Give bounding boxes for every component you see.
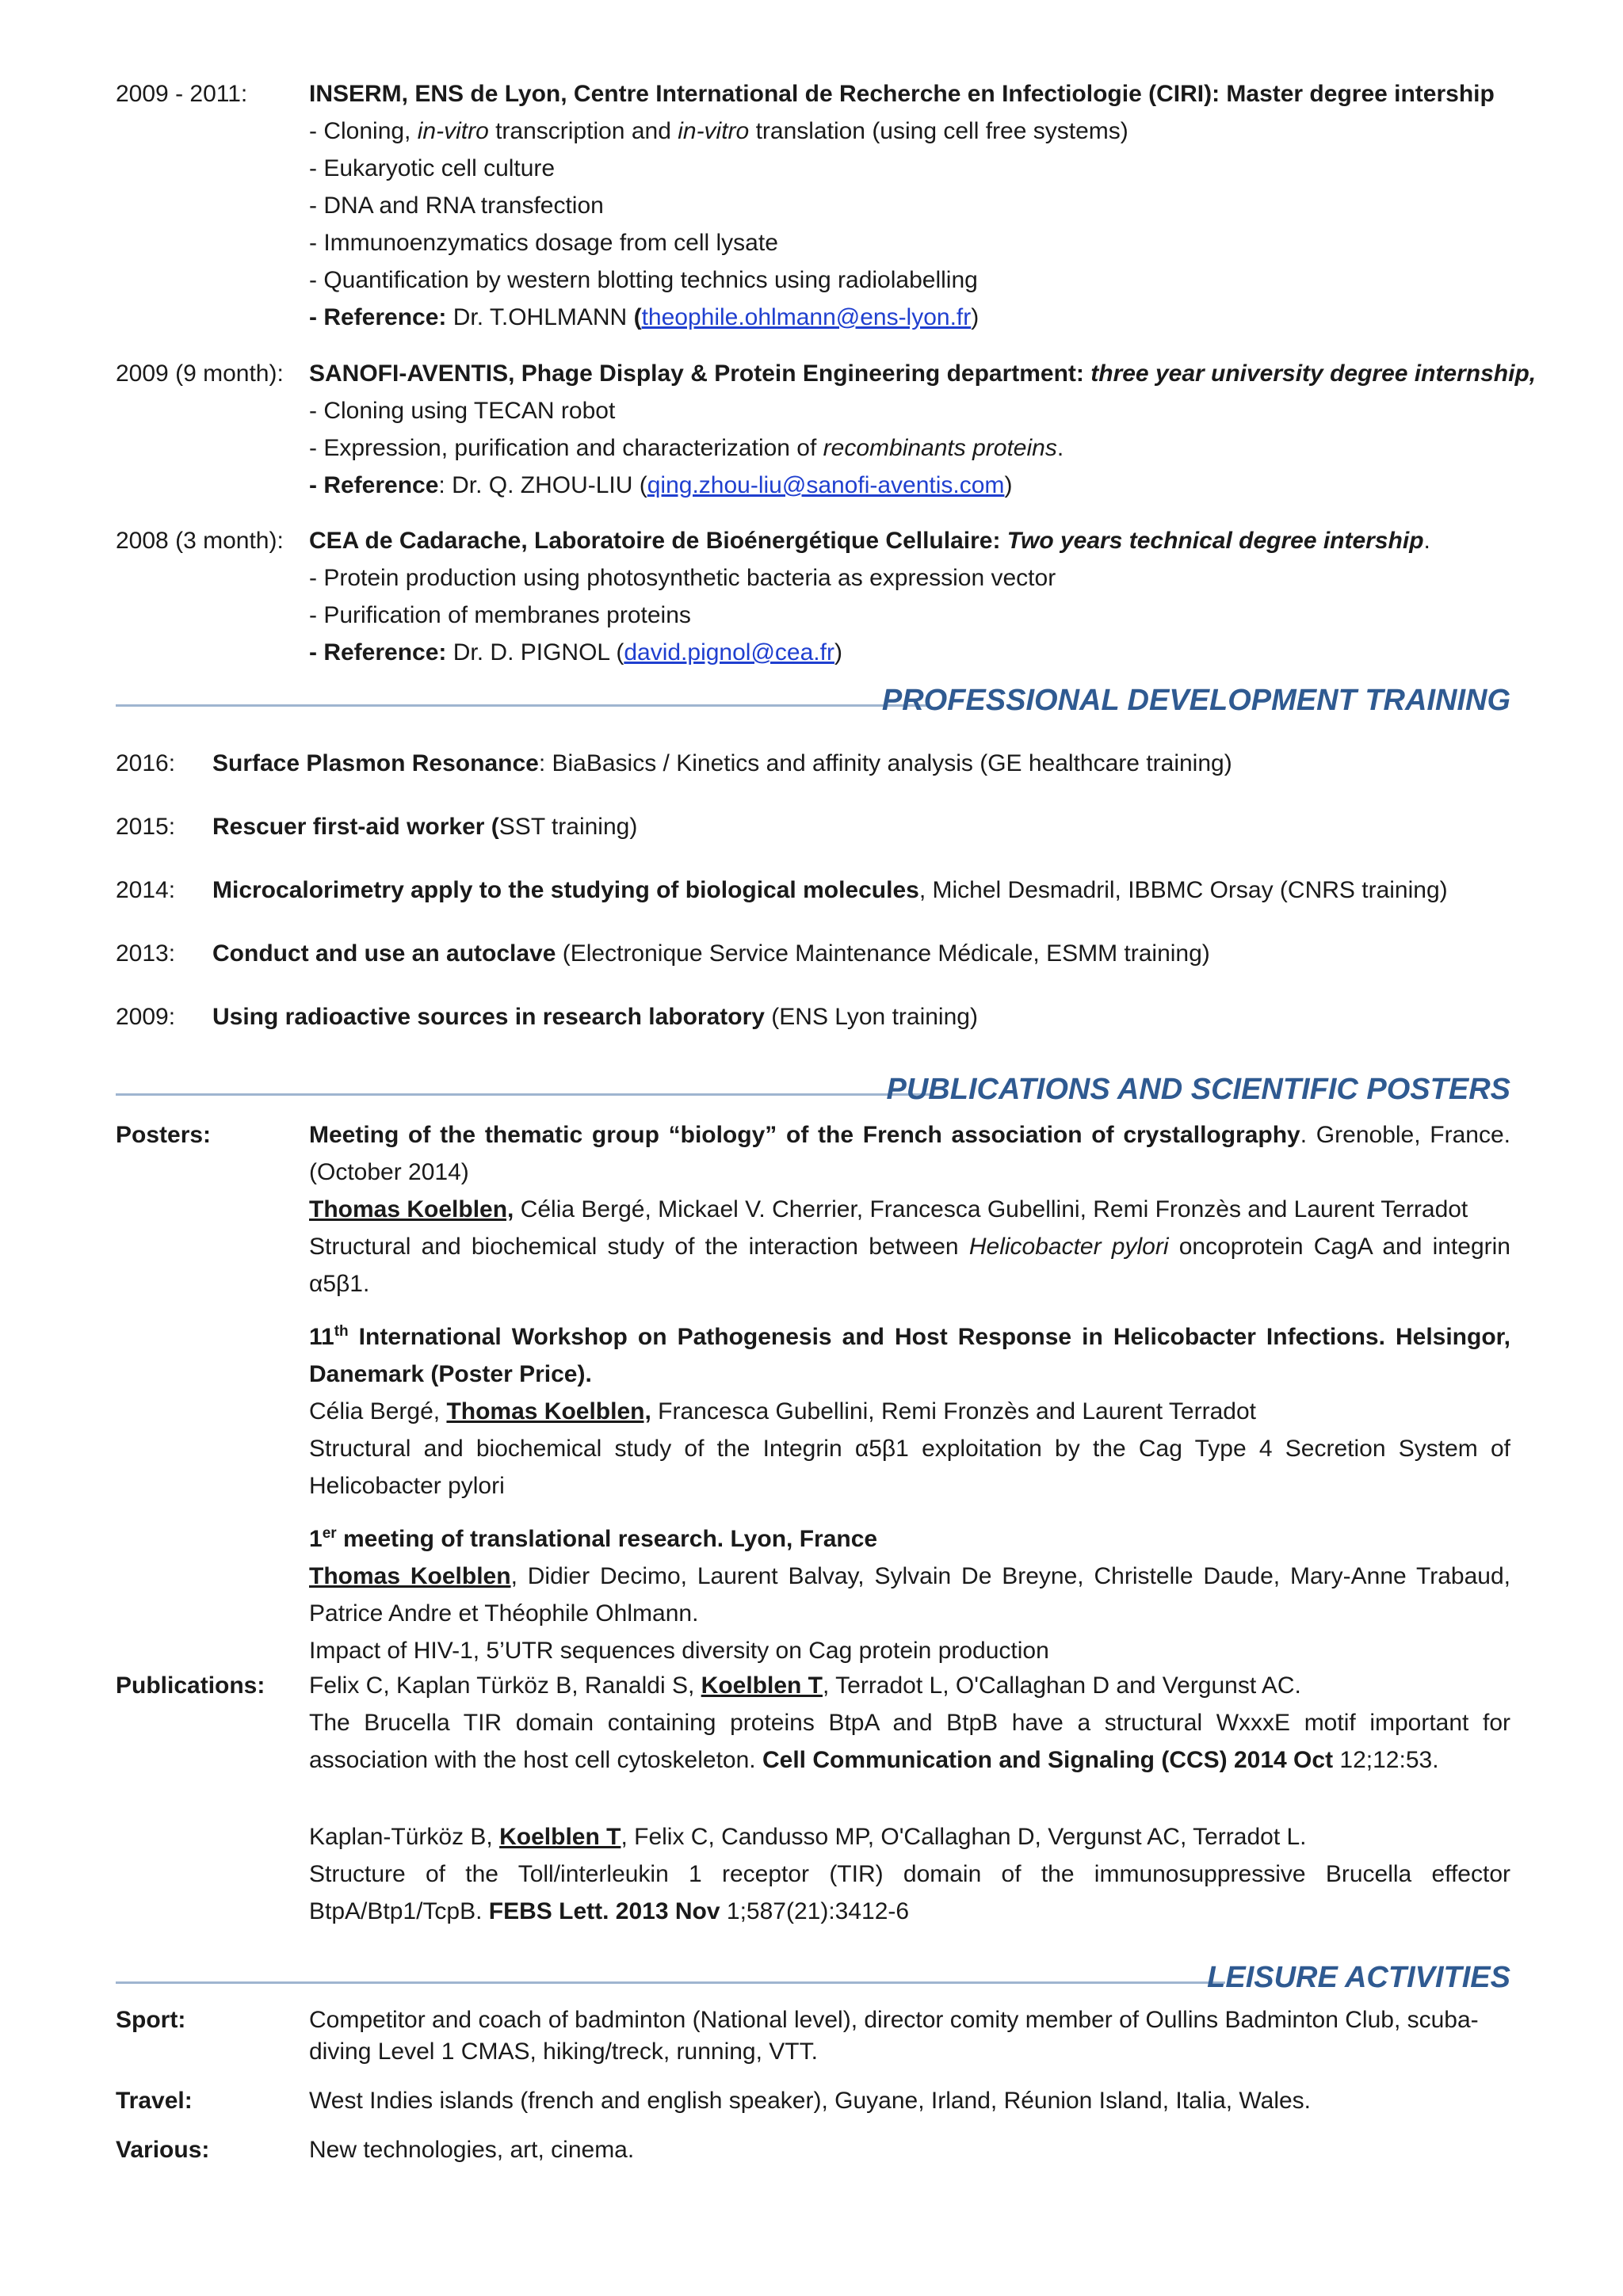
- posters-block: [116, 1116, 1510, 1669]
- experience-date: 2009 - 2011:: [116, 81, 248, 107]
- poster-title: 1er meeting of translational research. Lyon, France: [309, 1525, 878, 1552]
- experience-reference: - Reference: Dr. Q. ZHOU-LIU (qing.zhou-liu@sanofi-aventis.com): [309, 472, 1013, 498]
- experience-bullet: - Eukaryotic cell culture: [309, 155, 556, 181]
- training-detail: (Electronique Service Maintenance Médicale, ESMM training): [556, 940, 1210, 967]
- leisure-label: Travel:: [116, 2088, 193, 2114]
- training-item: [116, 875, 1510, 906]
- training-year: 2009:: [116, 1004, 176, 1030]
- experience-bullet: - Cloning, in-vitro transcription and in-vitro translation (using cell free systems): [309, 118, 1128, 144]
- training-item: [116, 811, 1510, 843]
- experience-title: CEA de Cadarache, Laboratoire de Bioénergétique Cellulaire: Two years technical degree intership.: [309, 528, 1430, 554]
- experience-entry: [116, 355, 1537, 504]
- training-title: Microcalorimetry apply to the studying of biological molecules: [212, 877, 919, 903]
- training-year: 2014:: [116, 877, 176, 903]
- section-title: PROFESSIONAL DEVELOPMENT TRAINING: [881, 684, 1510, 717]
- training-year: 2013:: [116, 940, 176, 967]
- training-detail: : BiaBasics / Kinetics and affinity analysis (GE healthcare training): [538, 750, 1232, 776]
- training-title: Rescuer first-aid worker (: [212, 814, 499, 840]
- experience-title: SANOFI-AVENTIS, Phage Display & Protein Engineering department: three year university degree internship,: [309, 360, 1537, 387]
- leisure-item: [116, 2004, 1510, 2068]
- training-item: [116, 938, 1510, 970]
- posters-label: Posters:: [116, 1122, 212, 1148]
- section-header-publications: [116, 1062, 1510, 1107]
- leisure-text: New technologies, art, cinema.: [309, 2137, 635, 2163]
- experience-bullet: - Protein production using photosynthetic bacteria as expression vector: [309, 565, 1056, 591]
- experience-date: 2008 (3 month):: [116, 528, 284, 554]
- section-rule: [116, 1093, 932, 1096]
- publication-authors: Felix C, Kaplan Türköz B, Ranaldi S, Koelblen T, Terradot L, O'Callaghan D and Vergunst AC.: [309, 1672, 1301, 1699]
- poster-authors: Thomas Koelblen, Didier Decimo, Laurent Balvay, Sylvain De Breyne, Christelle Daude, Mary-Anne Trabaud, Patrice Andre et Théophile Ohlmann.: [309, 1563, 1510, 1627]
- experience-date: 2009 (9 month):: [116, 360, 284, 387]
- reference-email-link[interactable]: theophile.ohlmann@ens-lyon.fr: [641, 304, 972, 330]
- experience-title: INSERM, ENS de Lyon, Centre International de Recherche en Infectiologie (CIRI): Master degree intership: [309, 81, 1495, 107]
- leisure-item: [116, 2134, 1510, 2166]
- experience-bullet: - Immunoenzymatics dosage from cell lysate: [309, 230, 778, 256]
- leisure-item: [116, 2085, 1510, 2117]
- poster-description: Impact of HIV-1, 5’UTR sequences diversity on Cag protein production: [309, 1638, 1049, 1664]
- poster-entry: [309, 1318, 1510, 1505]
- training-title: Using radioactive sources in research laboratory: [212, 1004, 765, 1030]
- publication-entry: [309, 1667, 1510, 1779]
- poster-authors: Thomas Koelblen, Célia Bergé, Mickael V. Cherrier, Francesca Gubellini, Remi Fronzès and Laurent Terradot: [309, 1196, 1468, 1222]
- reference-email-link[interactable]: qing.zhou-liu@sanofi-aventis.com: [647, 472, 1005, 498]
- experience-entry: [116, 522, 1510, 671]
- publication-entry: [309, 1818, 1510, 1930]
- poster-title: 11th International Workshop on Pathogenesis and Host Response in Helicobacter Infections. Helsingor, Danemark (Poster Price).: [309, 1323, 1510, 1387]
- poster-entry: [309, 1116, 1510, 1302]
- poster-title: Meeting of the thematic group “biology” of the French association of crystallography. Grenoble, France. (October 2014): [309, 1122, 1510, 1185]
- training-title: Surface Plasmon Resonance: [212, 750, 539, 776]
- experience-bullet: - Quantification by western blotting technics using radiolabelling: [309, 267, 978, 293]
- poster-authors: Célia Bergé, Thomas Koelblen, Francesca Gubellini, Remi Fronzès and Laurent Terradot: [309, 1398, 1256, 1425]
- experience-bullet: - DNA and RNA transfection: [309, 193, 604, 219]
- experience-reference: - Reference: Dr. T.OHLMANN (theophile.ohlmann@ens-lyon.fr): [309, 304, 980, 330]
- section-rule: [116, 1981, 1225, 1984]
- leisure-text: West Indies islands (french and english speaker), Guyane, Irland, Réunion Island, Italia, Wales.: [309, 2088, 1311, 2114]
- publication-title: The Brucella TIR domain containing proteins BtpA and BtpB have a structural WxxxE motif important for association with the host cell cytoskeleton. Cell Communication and Signaling (CCS) 2014 Oct 12;12:53.: [309, 1710, 1510, 1773]
- leisure-text: Competitor and coach of badminton (National level), director comity member of Oullins Badminton Club, scuba-diving Level 1 CMAS, hiking/treck, running, VTT.: [309, 2007, 1479, 2065]
- section-header-leisure: [116, 1951, 1510, 1995]
- poster-entry: [309, 1520, 1510, 1669]
- training-item: [116, 748, 1510, 780]
- experience-bullet: - Purification of membranes proteins: [309, 602, 691, 628]
- section-title: LEISURE ACTIVITIES: [1207, 1961, 1510, 1994]
- training-title: Conduct and use an autoclave: [212, 940, 556, 967]
- experience-entry: [116, 75, 1510, 336]
- training-detail: (ENS Lyon training): [764, 1004, 978, 1030]
- publication-authors: Kaplan-Türköz B, Koelblen T, Felix C, Candusso MP, O'Callaghan D, Vergunst AC, Terradot L.: [309, 1824, 1307, 1850]
- publication-title: Structure of the Toll/interleukin 1 receptor (TIR) domain of the immunosuppressive Brucella effector BtpA/Btp1/TcpB. FEBS Lett. 2013 Nov 1;587(21):3412-6: [309, 1861, 1510, 1924]
- reference-email-link[interactable]: david.pignol@cea.fr: [624, 639, 834, 666]
- poster-description: Structural and biochemical study of the Integrin α5β1 exploitation by the Cag Type 4 Secretion System of Helicobacter pylori: [309, 1436, 1510, 1499]
- experience-bullet: - Expression, purification and characterization of recombinants proteins.: [309, 435, 1064, 461]
- section-rule: [116, 704, 930, 707]
- publications-label: Publications:: [116, 1672, 265, 1699]
- training-year: 2015:: [116, 814, 176, 840]
- poster-description: Structural and biochemical study of the interaction between Helicobacter pylori oncoprotein CagA and integrin α5β1.: [309, 1234, 1510, 1297]
- leisure-label: Sport:: [116, 2007, 186, 2033]
- training-detail: SST training): [498, 814, 638, 840]
- publications-block: [116, 1667, 1510, 1930]
- experience-reference: - Reference: Dr. D. PIGNOL (david.pignol@cea.fr): [309, 639, 842, 666]
- section-header-training: [116, 673, 1510, 718]
- training-item: [116, 1001, 1510, 1033]
- leisure-label: Various:: [116, 2137, 210, 2163]
- training-detail: , Michel Desmadril, IBBMC Orsay (CNRS training): [918, 877, 1448, 903]
- section-title: PUBLICATIONS AND SCIENTIFIC POSTERS: [886, 1073, 1510, 1106]
- training-year: 2016:: [116, 750, 176, 776]
- experience-bullet: - Cloning using TECAN robot: [309, 398, 616, 424]
